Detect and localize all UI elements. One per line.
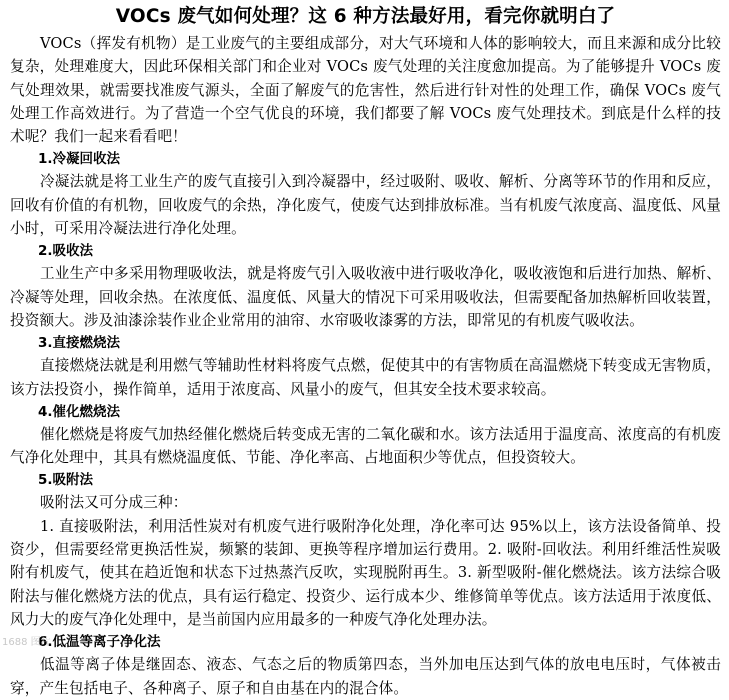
section-body-1: 冷凝法就是将工业生产的废气直接引入到冷凝器中，经过吸附、吸收、解析、分离等环节的作用和反应，回收有价值的有机物，回收废气的余热，净化废气，使废气达到排放标准。当有机废气浓度高、温度低、风量小时，可采用冷凝法进行净化处理。 xyxy=(10,173,721,238)
section-heading-5: 5.吸附法 xyxy=(38,472,94,489)
section-body-5-detail: 1. 直接吸附法，利用活性炭对有机废气进行吸附净化处理，净化率可达 95%以上，该方法设备简单、投资少，但需要经常更换活性炭，频繁的装卸、更换等程序增加运行费用。2. 吸附-回收法。利用纤维活性炭吸附有机废气，使其在趋近饱和状态下过热蒸汽反吹，实现脱附再生。3. 新型吸附-催化燃烧法。该方法综合吸附法与催化燃烧方法的优点，具有运行稳定、投资少、运行成本少、维修简单等优点。该方法适用于浓度低、风力大的废气净化处理中，是当前国内应用最多的一种废气净化处理办法。 xyxy=(10,517,721,628)
section-body-2: 工业生产中多采用物理吸收法，就是将废气引入吸收液中进行吸收净化，吸收液饱和后进行加热、解析、冷凝等处理，回收余热。在浓度低、温度低、风量大的情况下可采用吸收法，但需要配备加热解析回收装置，投资额大。涉及油漆涂装作业企业常用的油帘、水帘吸收漆雾的方法，即常见的有机废气吸收法。 xyxy=(10,265,721,329)
section-heading-2: 2.吸收法 xyxy=(38,243,94,260)
section-heading-3: 3.直接燃烧法 xyxy=(38,335,121,352)
section-body-6: 低温等离子体是继固态、液态、气态之后的物质第四态，当外加电压达到气体的放电电压时，气体被击穿，产生包括电子、各种离子、原子和自由基在内的混合体。 xyxy=(10,656,721,697)
article xyxy=(10,4,721,700)
section-body-3: 直接燃烧法就是利用燃气等辅助性材料将废气点燃，促使其中的有害物质在高温燃烧下转变成无害物质，该方法投资小，操作简单，适用于浓度高、风量小的废气，但其安全技术要求较高。 xyxy=(10,357,721,398)
section-heading-6: 6.低温等离子净化法 xyxy=(38,634,161,651)
watermark: 1688 图片 xyxy=(2,637,51,648)
article-title: VOCs 废气如何处理？这 6 种方法最好用，看完你就明白了 xyxy=(115,6,616,27)
intro-paragraph: VOCs（挥发有机物）是工业废气的主要组成部分，对大气环境和人体的影响较大，而且来源和成分比较复杂，处理难度大，因此环保相关部门和企业对 VOCs 废气处理的关注度愈加提高。为了能够提升 VOCs 废气处理效果，就需要找准废气源头，全面了解废气的危害性，然后进行针对性的处理工作，确保 VOCs 废气处理工作高效进行。为了营造一个空气优良的环境，我们都要了解 VOCs 废气处理技术。到底是什么样的技术呢？我们一起来看看吧！ xyxy=(10,35,721,146)
section-heading-4: 4.催化燃烧法 xyxy=(38,403,121,420)
section-body-5: 吸附法又可分成三种： xyxy=(40,494,188,512)
section-heading-1: 1.冷凝回收法 xyxy=(38,151,121,168)
section-body-4: 催化燃烧是将废气加热经催化燃烧后转变成无害的二氧化碳和水。该方法适用于温度高、浓度高的有机废气净化处理中，其具有燃烧温度低、节能、净化率高、占地面积少等优点，但投资较大。 xyxy=(10,425,721,467)
